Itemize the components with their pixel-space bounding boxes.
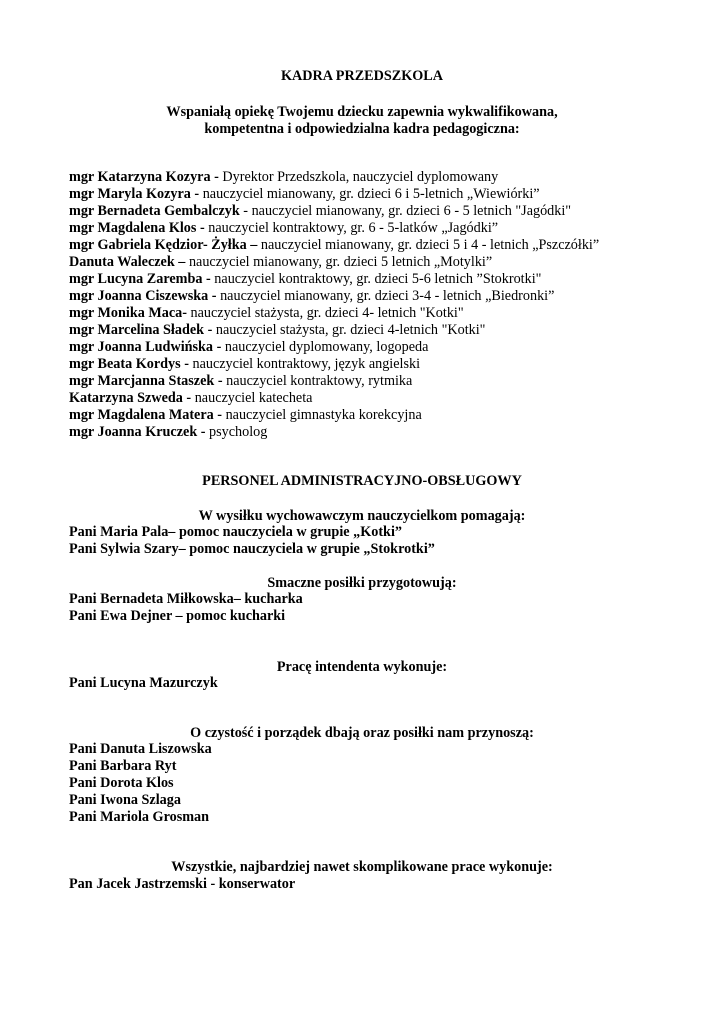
staff-entry xyxy=(69,390,312,407)
staff-name: mgr Lucyna Zaremba - xyxy=(69,271,211,287)
helpers-heading: W wysiłku wychowawczym nauczycielkom pomagają: xyxy=(198,508,526,524)
cleaning-heading: O czystość i porządek dbają oraz posiłki nam przynoszą: xyxy=(190,725,534,741)
cleaning-entry: Pani Danuta Liszowska xyxy=(69,741,212,757)
cleaning-entry: Pani Barbara Ryt xyxy=(69,758,177,774)
staff-name: mgr Magdalena Matera - xyxy=(69,407,223,423)
staff-role: Dyrektor Przedszkola, nauczyciel dyplomowany xyxy=(218,169,499,185)
intendant-heading: Pracę intendenta wykonuje: xyxy=(276,659,448,675)
intro-line-2: kompetentna i odpowiedzialna kadra pedagogiczna: xyxy=(204,121,520,137)
staff-name: mgr Joanna Ciszewska - xyxy=(69,288,217,304)
staff-entry xyxy=(69,186,540,203)
staff-role: nauczyciel dyplomowany, logopeda xyxy=(221,339,429,355)
staff-name: Katarzyna Szweda - xyxy=(69,390,192,406)
staff-role: nauczyciel mianowany, gr. dzieci 5 i 4 - letnich „Pszczółki” xyxy=(257,237,600,253)
staff-role: nauczyciel kontraktowy, gr. 6 - 5-latków „Jagódki” xyxy=(204,220,499,236)
staff-role: - nauczyciel mianowany, gr. dzieci 6 - 5 letnich "Jagódki" xyxy=(239,203,572,219)
staff-role: nauczyciel stażysta, gr. dzieci 4- letnich "Kotki" xyxy=(186,305,464,321)
staff-entry xyxy=(69,254,492,271)
cleaning-entry: Pani Dorota Klos xyxy=(69,775,174,791)
admin-section-title: PERSONEL ADMINISTRACYJNO-OBSŁUGOWY xyxy=(202,473,522,489)
staff-entry xyxy=(69,169,498,186)
staff-name: mgr Marcelina Sładek - xyxy=(69,322,213,338)
kitchen-entry: Pani Ewa Dejner – pomoc kucharki xyxy=(69,608,286,624)
staff-role: nauczyciel mianowany, gr. dzieci 5 letnich „Motylki” xyxy=(185,254,493,270)
staff-role: nauczyciel mianowany, gr. dzieci 3-4 - letnich „Biedronki” xyxy=(216,288,555,304)
helper-entry: Pani Sylwia Szary– pomoc nauczyciela w grupie „Stokrotki” xyxy=(69,541,435,557)
staff-role: psycholog xyxy=(205,424,268,440)
staff-role: nauczyciel mianowany, gr. dzieci 6 i 5-letnich „Wiewiórki” xyxy=(199,186,540,202)
staff-entry xyxy=(69,424,267,441)
staff-name: mgr Joanna Kruczek - xyxy=(69,424,206,440)
staff-name: mgr Katarzyna Kozyra - xyxy=(69,169,219,185)
staff-name: mgr Magdalena Klos - xyxy=(69,220,205,236)
helper-entry: Pani Maria Pala– pomoc nauczyciela w grupie „Kotki” xyxy=(69,524,402,540)
staff-name: mgr Marcjanna Staszek - xyxy=(69,373,223,389)
staff-role: nauczyciel kontraktowy, gr. dzieci 5-6 letnich ”Stokrotki" xyxy=(210,271,542,287)
staff-entry xyxy=(69,288,554,305)
staff-entry xyxy=(69,220,498,237)
staff-name: mgr Bernadeta Gembalczyk xyxy=(69,203,240,219)
staff-role: nauczyciel katecheta xyxy=(191,390,313,406)
staff-entry xyxy=(69,407,422,424)
staff-name: mgr Joanna Ludwińska - xyxy=(69,339,222,355)
staff-entry xyxy=(69,356,420,373)
staff-role: nauczyciel kontraktowy, rytmika xyxy=(222,373,413,389)
staff-name: mgr Beata Kordys - xyxy=(69,356,189,372)
cleaning-entry: Pani Iwona Szlaga xyxy=(69,792,181,808)
cleaning-entry: Pani Mariola Grosman xyxy=(69,809,210,825)
staff-entry xyxy=(69,339,428,356)
maintenance-heading: Wszystkie, najbardziej nawet skomplikowane prace wykonuje: xyxy=(171,859,553,875)
kitchen-heading: Smaczne posiłki przygotowują: xyxy=(267,575,457,591)
maintenance-entry: Pan Jacek Jastrzemski - konserwator xyxy=(69,876,296,892)
staff-name: mgr Maryla Kozyra - xyxy=(69,186,200,202)
staff-name: mgr Monika Maca- xyxy=(69,305,187,321)
kitchen-entry: Pani Bernadeta Miłkowska– kucharka xyxy=(69,591,303,607)
staff-entry xyxy=(69,322,485,339)
staff-entry xyxy=(69,237,599,254)
intendant-entry: Pani Lucyna Mazurczyk xyxy=(69,675,218,691)
staff-name: Danuta Waleczek – xyxy=(69,254,186,270)
staff-entry xyxy=(69,373,412,390)
staff-entry xyxy=(69,203,571,220)
intro-line-1: Wspaniałą opiekę Twojemu dziecku zapewnia wykwalifikowana, xyxy=(166,104,558,120)
staff-name: mgr Gabriela Kędzior- Żyłka – xyxy=(69,237,258,253)
document-title: KADRA PRZEDSZKOLA xyxy=(281,68,443,84)
staff-entry xyxy=(69,271,541,288)
staff-entry xyxy=(69,305,464,322)
staff-role: nauczyciel kontraktowy, język angielski xyxy=(188,356,421,372)
staff-role: nauczyciel gimnastyka korekcyjna xyxy=(222,407,422,423)
staff-role: nauczyciel stażysta, gr. dzieci 4-letnich "Kotki" xyxy=(212,322,486,338)
